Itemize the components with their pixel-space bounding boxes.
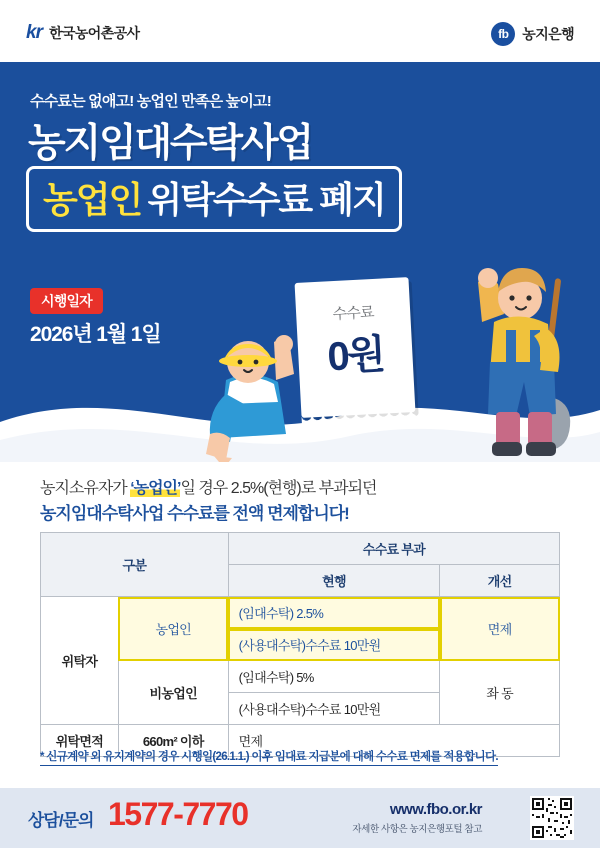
footnote: * 신규계약 외 유지계약의 경우 시행일(26.1.1.) 이후 임대료 지급분에 대해 수수료 면제를 적용합니다.: [40, 748, 498, 766]
footer-bar: [0, 788, 600, 848]
website-url[interactable]: www.fbo.or.kr: [389, 801, 482, 818]
logo-bar: [0, 0, 600, 62]
contact-phone[interactable]: 1577-7770: [108, 796, 248, 832]
fb-logo-mark: fb: [491, 22, 515, 46]
lead-line-1: [40, 475, 377, 498]
cell-farmer: 농업인: [118, 597, 228, 661]
farmer-character-right: [462, 242, 584, 462]
th-improved: 개선: [440, 565, 560, 597]
fee-table: [40, 532, 560, 757]
qr-code[interactable]: [530, 796, 574, 840]
lead-1-a: 농지소유자가: [40, 480, 131, 497]
th-group: 수수료 부과: [228, 533, 559, 565]
th-current: 현행: [228, 565, 440, 597]
cell-current-4: (사용대수탁)수수료 10만원: [228, 693, 440, 725]
hero-title-line2: [26, 166, 402, 232]
cell-improved-1: 면제: [440, 597, 560, 661]
lead-1-d: 2.5%(현행): [230, 480, 301, 497]
cell-area-result: 면제: [228, 725, 559, 757]
cell-non-farmer: 비농업인: [118, 661, 228, 725]
lead-1-e: 로 부과되던: [300, 480, 377, 497]
fb-logo-text: 농지은행: [522, 26, 574, 42]
cell-area-value: 660m² 이하: [118, 725, 228, 757]
receipt-label: 수수료: [332, 303, 375, 324]
cell-consignor: 위탁자: [41, 597, 119, 725]
hero-title-highlight: 농업인: [43, 179, 142, 220]
kr-logo: [26, 22, 139, 44]
cell-current-3: (임대수탁) 5%: [228, 661, 440, 693]
cell-improved-2: 좌 동: [440, 661, 560, 725]
fb-logo: [491, 22, 574, 46]
cell-area-label: 위탁면적: [41, 725, 119, 757]
hero-banner: [0, 62, 600, 462]
table-row: [41, 597, 560, 629]
table-row: [41, 661, 560, 693]
website-note: 자세한 사항은 농지은행포털 참고: [352, 824, 482, 835]
lead-1-b: ‘농업인’: [130, 480, 181, 497]
start-date-badge: 시행일자: [30, 288, 103, 314]
kr-logo-mark: kr: [26, 22, 42, 43]
cell-current-1: (임대수탁) 2.5%: [228, 597, 440, 629]
hero-title-rest: 위탁수수료 폐지: [147, 179, 385, 220]
contact-label: 상담/문의: [28, 811, 94, 830]
lead-line-2: 농지임대수탁사업 수수료를 전액 면제합니다!: [40, 504, 349, 523]
hero-kicker: 수수료는 없애고! 농업인 만족은 높이고!: [30, 93, 271, 110]
start-date-text: 2026년 1월 1일: [30, 323, 161, 346]
receipt-amount: 0원: [326, 332, 385, 380]
cell-current-2: (사용대수탁)수수료 10만원: [228, 629, 440, 661]
lead-1-c: 일 경우: [180, 480, 231, 497]
receipt-card: [295, 277, 416, 418]
hero-title-line1: 농지임대수탁사업: [28, 122, 312, 165]
kr-logo-text: 한국농어촌공사: [48, 25, 140, 41]
body-section: [0, 462, 600, 788]
th-category: 구분: [41, 533, 229, 597]
qr-code-icon: [530, 796, 574, 840]
table-header-row: [41, 533, 560, 565]
